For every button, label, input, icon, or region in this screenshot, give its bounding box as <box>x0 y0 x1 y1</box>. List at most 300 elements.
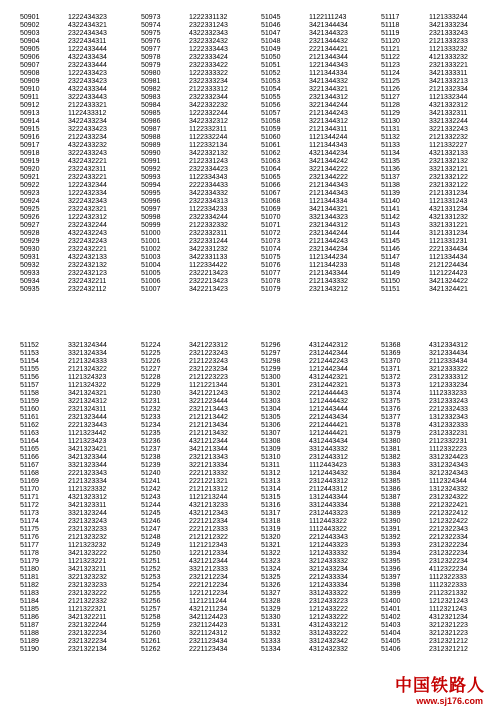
row-code: 51398 <box>381 582 401 589</box>
row-code: 51251 <box>141 558 161 565</box>
row-value: 1212444432 <box>309 398 348 405</box>
row-value: 2321324311 <box>68 406 107 413</box>
row-code: 51226 <box>141 358 161 365</box>
row-value: 1122334422 <box>189 262 228 269</box>
column-pair-4 <box>381 14 481 294</box>
row-code: 50902 <box>20 22 40 29</box>
row-value: 2321322134 <box>68 646 107 653</box>
row-value: 1121332344 <box>429 94 468 101</box>
row-code: 51298 <box>261 358 281 365</box>
row-code: 50986 <box>141 118 161 125</box>
row-value: 1222333322 <box>189 70 228 77</box>
row-value: 1121333232 <box>429 46 468 53</box>
row-code: 51253 <box>141 574 161 581</box>
table-row <box>20 230 120 238</box>
table-row <box>261 78 361 86</box>
table-row <box>20 30 120 38</box>
row-value: 1121224423 <box>429 270 468 277</box>
row-value: 2321223243 <box>189 350 228 357</box>
row-code: 51048 <box>261 38 281 45</box>
table-row <box>381 638 481 646</box>
row-code: 50995 <box>141 190 161 197</box>
row-code: 51054 <box>261 86 281 93</box>
site-url[interactable]: www.sj176.com <box>416 696 483 706</box>
row-value: 2121223243 <box>189 358 228 365</box>
row-value: 1112321243 <box>429 606 467 613</box>
row-code: 51141 <box>381 206 400 213</box>
table-row <box>141 406 241 414</box>
table-row <box>381 494 481 502</box>
row-code: 51225 <box>141 350 161 357</box>
row-value: 2321322234 <box>68 638 107 645</box>
row-code: 51158 <box>20 390 39 397</box>
row-code: 51186 <box>20 614 39 621</box>
table-row <box>20 286 120 294</box>
row-value: 3221323232 <box>68 574 107 581</box>
table-row <box>20 174 120 182</box>
row-value: 1212433334 <box>309 582 348 589</box>
row-value: 2212433334 <box>309 574 348 581</box>
table-row <box>381 486 481 494</box>
row-value: 2312442321 <box>309 382 348 389</box>
row-value: 2321344312 <box>309 222 348 229</box>
row-value: 2121331234 <box>429 190 468 197</box>
row-code: 51302 <box>261 390 281 397</box>
row-code: 51378 <box>381 422 401 429</box>
row-code: 51247 <box>141 526 161 533</box>
row-value: 2221212333 <box>189 526 228 533</box>
row-code: 51135 <box>381 158 400 165</box>
table-row <box>20 278 120 286</box>
row-code: 50924 <box>20 198 40 205</box>
row-code: 51402 <box>381 614 401 621</box>
row-value: 2121223223 <box>189 374 228 381</box>
row-value: 2121344343 <box>309 182 348 189</box>
table-row <box>141 270 241 278</box>
table-row <box>381 102 481 110</box>
table-row <box>261 606 361 614</box>
row-code: 51056 <box>261 102 281 109</box>
table-row <box>20 214 120 222</box>
table-row <box>261 486 361 494</box>
row-value: 2321213343 <box>189 454 228 461</box>
row-value: 1122332311 <box>189 126 227 133</box>
row-value: 3321331221 <box>429 222 468 229</box>
row-code: 51137 <box>381 174 400 181</box>
row-code: 51227 <box>141 366 161 373</box>
table-row <box>381 406 481 414</box>
table-row <box>381 398 481 406</box>
row-value: 1121334434 <box>429 254 468 261</box>
row-code: 51153 <box>20 350 39 357</box>
row-code: 51139 <box>381 190 400 197</box>
row-value: 3212324343 <box>429 470 468 477</box>
row-value: 3422334332 <box>189 190 228 197</box>
row-value: 2321344244 <box>309 230 348 237</box>
row-value: 4321213233 <box>189 502 228 509</box>
row-value: 3212433234 <box>309 566 348 573</box>
row-value: 3212321223 <box>429 622 468 629</box>
row-value: 2121324322 <box>68 366 107 373</box>
table-row <box>381 606 481 614</box>
table-row <box>141 526 241 534</box>
row-code: 51001 <box>141 238 161 245</box>
table-row <box>381 222 481 230</box>
row-code: 51147 <box>381 254 400 261</box>
row-code: 51157 <box>20 382 39 389</box>
row-code: 51162 <box>20 422 39 429</box>
row-value: 2221323443 <box>68 422 107 429</box>
row-code: 51075 <box>261 254 281 261</box>
row-code: 50915 <box>20 126 40 133</box>
row-value: 3312432342 <box>309 638 348 645</box>
row-code: 51384 <box>381 470 401 477</box>
row-code: 51146 <box>381 246 400 253</box>
row-value: 2321332122 <box>429 182 468 189</box>
table-row <box>141 286 241 294</box>
table-row <box>20 110 120 118</box>
row-code: 50928 <box>20 230 40 237</box>
table-row <box>141 94 241 102</box>
row-value: 2212322412 <box>429 510 468 517</box>
row-value: 3421333213 <box>429 78 468 85</box>
row-code: 50994 <box>141 182 161 189</box>
row-code: 51368 <box>381 342 401 349</box>
row-value: 2322332432 <box>189 38 228 45</box>
table-row <box>20 166 120 174</box>
row-value: 3321323244 <box>68 510 107 517</box>
table-row <box>381 414 481 422</box>
row-value: 3212321223 <box>429 630 468 637</box>
table-row <box>141 198 241 206</box>
row-code: 51248 <box>141 534 161 541</box>
row-value: 1212433332 <box>309 550 348 557</box>
table-row <box>141 14 241 22</box>
row-value: 4312442321 <box>309 374 348 381</box>
row-code: 51385 <box>381 478 401 485</box>
table-row <box>20 390 120 398</box>
table-row <box>20 550 120 558</box>
row-value: 4321212343 <box>189 510 228 517</box>
row-code: 51070 <box>261 214 281 221</box>
row-value: 3421344242 <box>309 158 348 165</box>
row-code: 51079 <box>261 286 281 293</box>
row-value: 1121344233 <box>309 262 348 269</box>
table-row <box>381 230 481 238</box>
row-value: 1221344343 <box>309 62 348 69</box>
table-row <box>261 390 361 398</box>
table-row <box>141 502 241 510</box>
row-code: 51259 <box>141 622 161 629</box>
row-code: 51124 <box>381 70 400 77</box>
table-row <box>20 446 120 454</box>
row-code: 51325 <box>261 574 281 581</box>
row-code: 51304 <box>261 406 281 413</box>
row-code: 51260 <box>141 630 161 637</box>
row-code: 51170 <box>20 486 39 493</box>
row-value: 3421344332 <box>309 78 348 85</box>
table-row <box>261 30 361 38</box>
row-code: 51059 <box>261 126 281 133</box>
table-row <box>261 566 361 574</box>
table-row <box>261 502 361 510</box>
row-value: 3212334434 <box>429 350 468 357</box>
row-value: 2321213443 <box>189 406 228 413</box>
row-value: 2321323243 <box>68 518 107 525</box>
row-value: 2122331243 <box>189 158 228 165</box>
row-value: 2221221321 <box>189 478 228 485</box>
row-code: 51187 <box>20 622 39 629</box>
table-row <box>141 214 241 222</box>
table-row <box>381 534 481 542</box>
row-value: 2312321212 <box>429 646 468 653</box>
row-code: 51130 <box>381 118 400 125</box>
table-row <box>381 70 481 78</box>
table-row <box>261 134 361 142</box>
row-value: 3421323421 <box>68 446 107 453</box>
table-row <box>20 150 120 158</box>
row-code: 51069 <box>261 206 281 213</box>
table-row <box>261 414 361 422</box>
table-row <box>20 478 120 486</box>
row-code: 51237 <box>141 446 161 453</box>
row-code: 51224 <box>141 342 161 349</box>
table-row <box>381 86 481 94</box>
table-row <box>261 342 361 350</box>
row-code: 51386 <box>381 486 401 493</box>
row-value: 2321344432 <box>309 38 348 45</box>
row-value: 3421221243 <box>189 390 228 397</box>
table-row <box>261 614 361 622</box>
row-value: 3421323311 <box>68 502 107 509</box>
row-code: 51002 <box>141 246 161 253</box>
row-code: 50920 <box>20 166 40 173</box>
table-row <box>141 62 241 70</box>
row-value: 2312333243 <box>429 398 468 405</box>
table-row <box>141 22 241 30</box>
table-row <box>261 206 361 214</box>
row-code: 50918 <box>20 150 40 157</box>
row-value: 3422332312 <box>189 118 228 125</box>
row-value: 2322432112 <box>68 286 107 293</box>
row-code: 51000 <box>141 230 161 237</box>
table-row <box>381 582 481 590</box>
row-code: 51134 <box>381 150 400 157</box>
table-row <box>381 510 481 518</box>
table-row <box>141 542 241 550</box>
row-value: 2312333312 <box>429 374 468 381</box>
row-code: 51255 <box>141 590 161 597</box>
table-row <box>261 198 361 206</box>
row-code: 51403 <box>381 622 401 629</box>
table-row <box>381 470 481 478</box>
table-row <box>261 246 361 254</box>
table-row <box>141 646 241 654</box>
row-value: 4312442312 <box>309 342 348 349</box>
table-row <box>381 214 481 222</box>
row-code: 51174 <box>20 518 39 525</box>
row-code: 51071 <box>261 222 281 229</box>
table-row <box>20 438 120 446</box>
table-row <box>261 406 361 414</box>
row-code: 51379 <box>381 430 401 437</box>
row-value: 3321212333 <box>189 566 228 573</box>
row-code: 50914 <box>20 118 40 125</box>
row-code: 51383 <box>381 462 401 469</box>
table-row <box>141 614 241 622</box>
row-value: 2322332311 <box>189 230 228 237</box>
row-value: 2121333233 <box>429 38 468 45</box>
row-code: 51246 <box>141 518 161 525</box>
row-code: 51301 <box>261 382 281 389</box>
row-value: 2212443434 <box>309 414 348 421</box>
table-row <box>20 102 120 110</box>
table-row <box>381 390 481 398</box>
row-value: 2322434343 <box>68 30 107 37</box>
row-code: 51164 <box>20 438 39 445</box>
row-code: 51067 <box>261 190 281 197</box>
table-row <box>381 22 481 30</box>
row-code: 51299 <box>261 366 281 373</box>
row-value: 2312322234 <box>429 550 468 557</box>
table-row <box>20 534 120 542</box>
row-value: 2121213432 <box>189 430 228 437</box>
row-code: 51234 <box>141 422 161 429</box>
table-row <box>20 366 120 374</box>
row-value: 1122332244 <box>189 134 228 141</box>
row-value: 2321123434 <box>189 638 228 645</box>
row-value: 1121323221 <box>68 558 107 565</box>
table-row <box>141 390 241 398</box>
table-row <box>261 630 361 638</box>
row-code: 51052 <box>261 70 281 77</box>
table-row <box>141 230 241 238</box>
table-row <box>20 518 120 526</box>
table-row <box>141 566 241 574</box>
table-row <box>141 590 241 598</box>
table-row <box>20 486 120 494</box>
table-row <box>141 574 241 582</box>
table-row <box>261 22 361 30</box>
row-code: 51232 <box>141 406 161 413</box>
row-value: 3312443334 <box>309 502 348 509</box>
table-row <box>141 582 241 590</box>
row-value: 3321332121 <box>429 166 468 173</box>
row-code: 51073 <box>261 238 281 245</box>
row-code: 51004 <box>141 262 161 269</box>
row-value: 2321323233 <box>68 582 107 589</box>
row-code: 51159 <box>20 398 39 405</box>
row-value: 1121331231 <box>429 238 468 245</box>
row-value: 2212442243 <box>309 358 348 365</box>
row-code: 51377 <box>381 414 401 421</box>
table-row <box>20 238 120 246</box>
row-value: 4322433344 <box>68 86 107 93</box>
row-code: 51373 <box>381 382 401 389</box>
row-value: 2112443312 <box>309 486 348 493</box>
row-value: 2321322244 <box>68 622 107 629</box>
row-value: 2322331243 <box>189 22 228 29</box>
table-row <box>381 254 481 262</box>
row-value: 2121323232 <box>68 534 107 541</box>
row-value: 1312443344 <box>309 494 348 501</box>
row-value: 2222334433 <box>189 182 228 189</box>
row-code: 50993 <box>141 174 161 181</box>
row-value: 2212332433 <box>429 406 468 413</box>
row-value: 1121323332 <box>68 486 107 493</box>
table-row <box>20 606 120 614</box>
table-row <box>261 102 361 110</box>
row-code: 51318 <box>261 518 281 525</box>
row-value: 3422433234 <box>68 118 107 125</box>
row-code: 51064 <box>261 166 281 173</box>
row-value: 2322432243 <box>68 238 107 245</box>
row-value: 2322333234 <box>189 78 228 85</box>
row-code: 51154 <box>20 358 39 365</box>
table-row <box>141 166 241 174</box>
table-row <box>20 502 120 510</box>
row-value: 2221213332 <box>189 470 228 477</box>
row-code: 51161 <box>20 414 39 421</box>
row-code: 51388 <box>381 502 401 509</box>
table-row <box>141 78 241 86</box>
row-value: 3321344323 <box>309 214 348 221</box>
row-code: 50978 <box>141 54 161 61</box>
row-code: 51257 <box>141 606 161 613</box>
row-code: 51316 <box>261 502 281 509</box>
row-value: 2121344343 <box>309 190 348 197</box>
row-code: 51132 <box>381 134 400 141</box>
table-row <box>381 198 481 206</box>
row-value: 3421324321 <box>68 390 107 397</box>
row-code: 50980 <box>141 70 161 77</box>
row-code: 50929 <box>20 238 40 245</box>
row-value: 1121323232 <box>68 542 107 549</box>
table-row <box>261 574 361 582</box>
table-row <box>20 470 120 478</box>
row-code: 51163 <box>20 430 39 437</box>
row-code: 51155 <box>20 366 39 373</box>
table-row <box>141 398 241 406</box>
table-row <box>20 62 120 70</box>
table-row <box>20 598 120 606</box>
table-row <box>141 486 241 494</box>
table-row <box>20 270 120 278</box>
table-row <box>261 350 361 358</box>
row-value: 1212333234 <box>429 382 468 389</box>
table-row <box>381 150 481 158</box>
table-row <box>20 78 120 86</box>
row-value: 2312332231 <box>429 430 468 437</box>
row-value: 2322432211 <box>68 278 107 285</box>
table-row <box>20 342 120 350</box>
row-code: 51394 <box>381 550 401 557</box>
table-row <box>381 462 481 470</box>
row-code: 51055 <box>261 94 281 101</box>
row-value: 2121323334 <box>68 478 107 485</box>
table-row <box>381 14 481 22</box>
row-code: 51182 <box>20 582 39 589</box>
row-code: 50988 <box>141 134 161 141</box>
table-row <box>261 374 361 382</box>
row-value: 4321211234 <box>189 606 228 613</box>
row-value: 2312443323 <box>309 510 348 517</box>
row-code: 51380 <box>381 438 401 445</box>
table-row <box>20 254 120 262</box>
row-value: 4321332133 <box>429 150 468 157</box>
row-code: 51190 <box>20 646 39 653</box>
table-row <box>261 454 361 462</box>
